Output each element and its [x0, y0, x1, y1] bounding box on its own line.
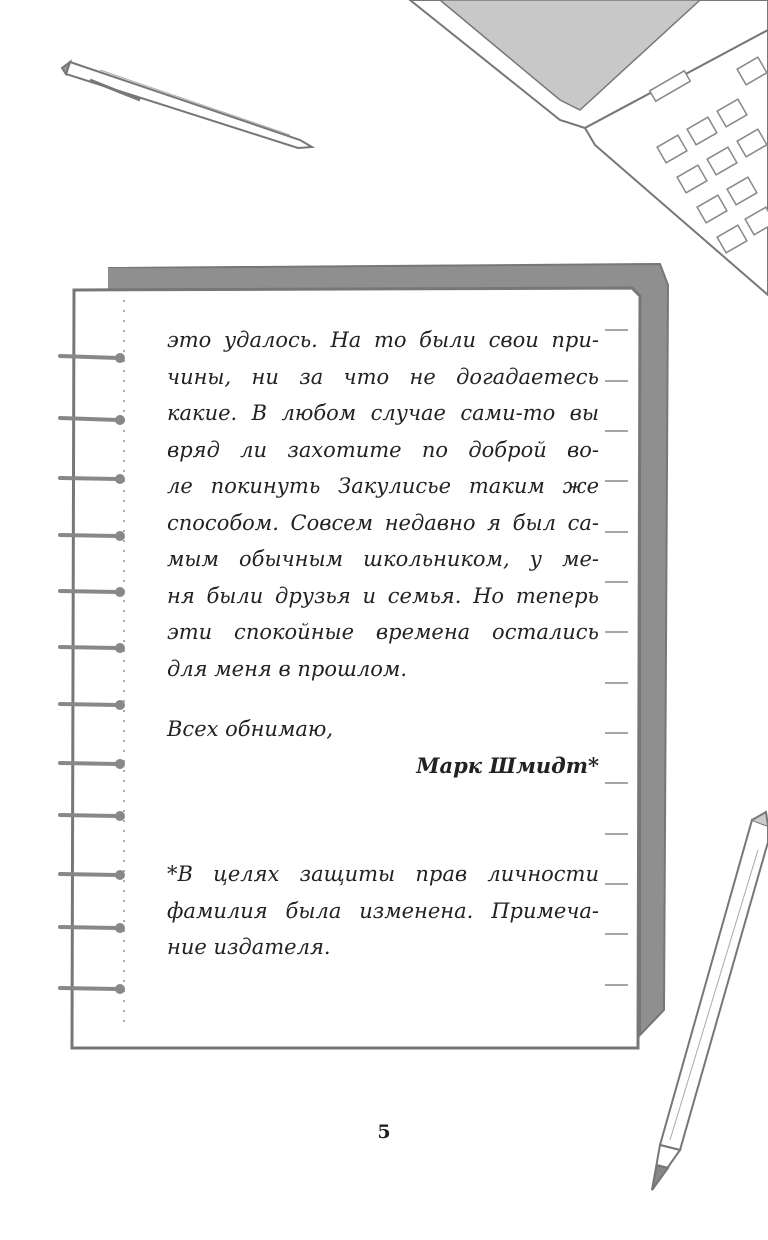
letter-line: для меня в прошлом. — [167, 656, 408, 681]
notebook-page-text — [167, 322, 599, 966]
footnote-line: фамилия была изменена. Примеча- — [167, 898, 599, 923]
letter-line: ня были друзья и семья. Но теперь — [167, 583, 599, 608]
page-number: 5 — [377, 1121, 391, 1143]
footnote — [167, 856, 599, 966]
letter-line: ле покинуть Закулисье таким же — [167, 474, 599, 498]
letter-line: вряд ли захотите по доброй во- — [167, 437, 599, 462]
letter-line: чины, ни за что не догадаетесь — [167, 364, 599, 389]
laptop-illustration — [410, 0, 768, 295]
pen-illustration — [62, 62, 312, 148]
letter-signature: Марк Шмидт* — [416, 752, 599, 778]
footnote-line: ние издателя. — [167, 935, 331, 959]
letter-greeting: Всех обнимаю, — [167, 717, 334, 741]
letter-line: мым обычным школьником, у ме- — [167, 547, 599, 571]
letter-line: какие. В любом случае сами-то вы — [167, 401, 599, 425]
letter-line: способом. Совсем недавно я был са- — [167, 510, 599, 535]
footnote-line: *В целях защиты прав личности — [167, 862, 599, 886]
letter-line: эти спокойные времена остались — [167, 620, 599, 644]
letter-body — [167, 322, 599, 687]
letter-line: это удалось. На то были свои при- — [167, 328, 599, 352]
